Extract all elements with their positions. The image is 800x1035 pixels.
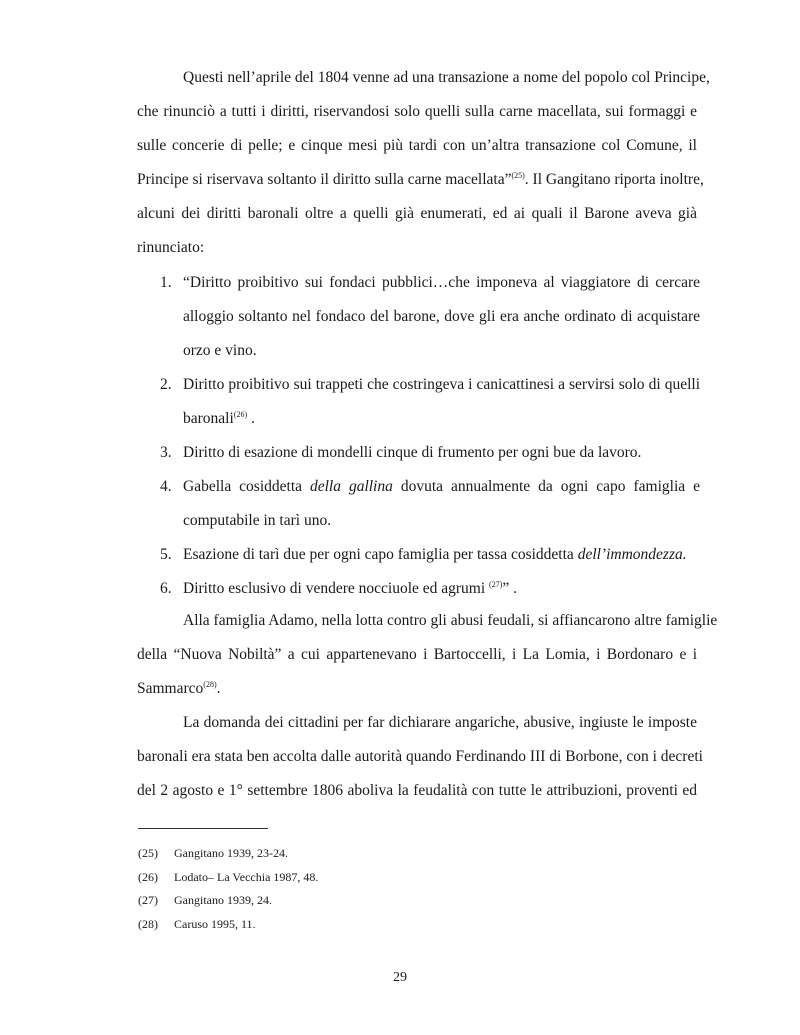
paragraph-intro xyxy=(137,61,710,265)
footnote xyxy=(138,842,318,866)
list-number: 4. xyxy=(160,478,172,495)
footnote-text: Gangitano 1939, 23-24. xyxy=(174,846,288,860)
footnote-text: Gangitano 1939, 24. xyxy=(174,893,272,907)
text-line: Diritto di esazione di mondelli cinque di frumento per ogni bue da lavoro. xyxy=(183,444,642,461)
list-item xyxy=(160,538,700,572)
text-fragment: . xyxy=(247,410,255,427)
text-fragment: . Il Gangitano riporta inoltre, xyxy=(524,171,704,188)
list-item xyxy=(160,572,700,606)
emphasis-text: dell’immondezza. xyxy=(577,546,687,563)
list-number: 3. xyxy=(160,444,172,461)
footnote-number: (26) xyxy=(138,869,158,884)
footnote-ref: (25) xyxy=(511,171,525,180)
list-number: 2. xyxy=(160,376,172,393)
text-line: sulle concerie di pelle; e cinque mesi più tardi con un’altra transazione col Comune, il xyxy=(137,137,697,154)
text-fragment: . xyxy=(216,680,221,697)
rights-list xyxy=(160,266,700,606)
text-line xyxy=(183,538,700,572)
footnote-ref: (26) xyxy=(233,410,248,419)
footnote-number: (28) xyxy=(138,916,158,931)
footnote-text: Lodato– La Vecchia 1987, 48. xyxy=(174,869,319,884)
text-fragment: Principe si riservava soltanto il diritto sulla carne macellata” xyxy=(137,171,512,188)
footnote-number: (25) xyxy=(138,846,158,860)
text-line: La domanda dei cittadini per far dichiarare angariche, abusive, ingiuste le imposte xyxy=(183,714,697,731)
text-fragment: baronali xyxy=(183,410,234,427)
text-line: Questi nell’aprile del 1804 venne ad una transazione a nome del popolo col Principe, xyxy=(183,69,710,86)
paragraph-decrees xyxy=(137,706,703,808)
text-line xyxy=(137,163,704,197)
list-item xyxy=(160,368,700,436)
footnote xyxy=(138,913,318,937)
text-line: della “Nuova Nobiltà” a cui appartenevano i Bartoccelli, i La Lomia, i Bordonaro e i xyxy=(137,646,697,663)
paragraph-families xyxy=(137,604,718,706)
text-line xyxy=(183,470,700,504)
text-line: “Diritto proibitivo sui fondaci pubblici…che imponeva al viaggiatore di cercare xyxy=(183,274,700,291)
text-fragment: Esazione di tarì due per ogni capo famiglia per tassa cosiddetta xyxy=(183,546,578,563)
list-number: 5. xyxy=(160,546,172,563)
footnotes xyxy=(138,842,318,936)
text-fragment: ” . xyxy=(502,580,518,597)
text-fragment: Diritto esclusivo di vendere nocciuole ed agrumi xyxy=(183,580,490,597)
text-line: computabile in tarì uno. xyxy=(183,512,332,529)
list-number: 6. xyxy=(160,580,172,597)
text-line xyxy=(137,672,697,706)
text-line: baronali era stata ben accolta dalle autorità quando Ferdinando III di Borbone, con i decreti xyxy=(137,748,703,765)
text-line: del 2 agosto e 1° settembre 1806 aboliva la feudalità con tutte le attribuzioni, proventi ed xyxy=(137,782,697,799)
footnote-number: (27) xyxy=(138,893,158,907)
emphasis-text: della gallina xyxy=(309,478,393,495)
text-line: Diritto proibitivo sui trappeti che costringeva i canicattinesi a servirsi solo di quelli xyxy=(183,376,700,393)
text-line: Alla famiglia Adamo, nella lotta contro gli abusi feudali, si affiancarono altre famiglie xyxy=(183,612,718,629)
text-fragment: Gabella cosiddetta xyxy=(183,478,310,495)
text-line xyxy=(183,572,700,606)
footnote-divider xyxy=(138,828,268,829)
footnote-text: Caruso 1995, 11. xyxy=(174,916,256,931)
footnote xyxy=(138,889,318,913)
text-line: alcuni dei diritti baronali oltre a quelli già enumerati, ed ai quali il Barone aveva già xyxy=(137,205,697,222)
page-number: 29 xyxy=(393,970,407,985)
text-line xyxy=(183,402,700,436)
footnote-ref: (27) xyxy=(489,580,503,589)
list-item xyxy=(160,470,700,538)
list-item xyxy=(160,436,700,470)
text-line: orzo e vino. xyxy=(183,342,257,359)
text-fragment: Sammarco xyxy=(137,680,204,697)
text-line: che rinunciò a tutti i diritti, riservandosi solo quelli sulla carne macellata, sui formaggi e xyxy=(137,103,697,120)
text-line: alloggio soltanto nel fondaco del barone, dove gli era anche ordinato di acquistare xyxy=(183,308,700,325)
text-line: rinunciato: xyxy=(137,239,205,256)
text-fragment: dovuta annualmente da ogni capo famiglia e xyxy=(392,478,700,495)
list-item xyxy=(160,266,700,368)
footnote xyxy=(138,866,318,890)
list-number: 1. xyxy=(160,274,172,291)
footnote-ref: (28) xyxy=(203,680,217,689)
